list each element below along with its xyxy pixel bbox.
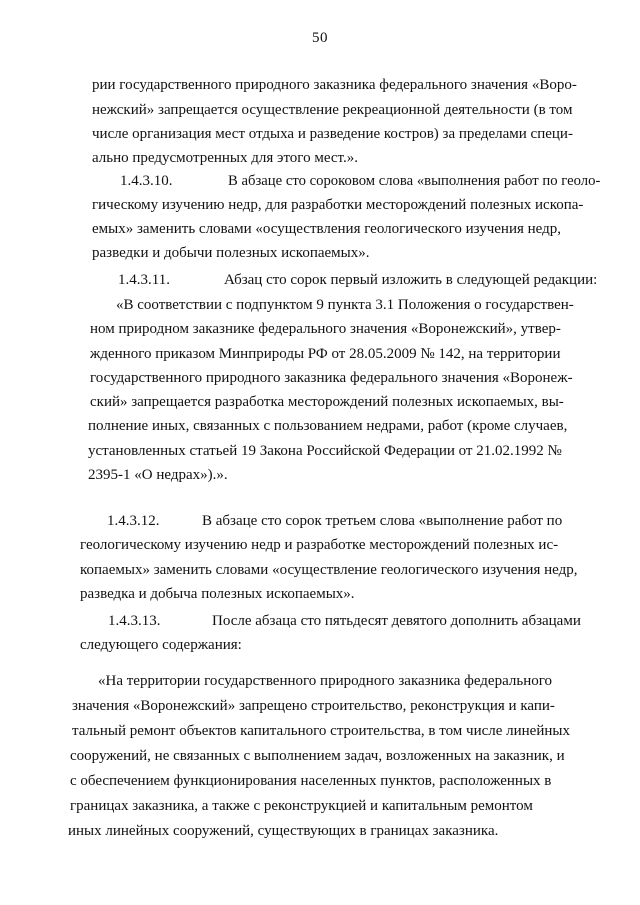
text-line: границах заказника, а также с реконструкцией и капитальным ремонтом [70, 798, 533, 814]
text-line: 2395-1 «О недрах»).». [88, 467, 228, 483]
text-line: ном природном заказнике федерального значения «Воронежский», утвер- [90, 321, 561, 337]
text-line: гическому изучению недр, для разработки месторождений полезных ископа- [92, 197, 584, 213]
text-line: сооружений, не связанных с выполнением задач, возложенных на заказник, и [70, 748, 565, 764]
text-line: геологическому изучению недр и разработке месторождений полезных ис- [80, 537, 559, 553]
clause-number: 1.4.3.11. [118, 272, 170, 288]
text-line: тальный ремонт объектов капитального строительства, в том числе линейных [72, 723, 570, 739]
text-line: числе организация мест отдыха и разведение костров) за пределами специ- [92, 126, 573, 142]
text-line: следующего содержания: [80, 637, 242, 653]
text-line: полнение иных, связанных с пользованием недрами, работ (кроме случаев, [88, 418, 568, 434]
text-line: емых» заменить словами «осуществления геологического изучения недр, [92, 221, 562, 237]
text-line: копаемых» заменить словами «осуществление геологического изучения недр, [80, 562, 578, 578]
text-line: В абзаце сто сороковом слова «выполнения работ по геоло- [228, 173, 601, 189]
clause-number: 1.4.3.13. [108, 613, 161, 629]
text-line: «В соответствии с подпунктом 9 пункта 3.1 Положения о государствен- [116, 297, 574, 313]
text-line: ский» запрещается разработка месторождений полезных ископаемых, вы- [90, 394, 564, 410]
text-line: Абзац сто сорок первый изложить в следующей редакции: [224, 272, 598, 288]
text-line: иных линейных сооружений, существующих в границах заказника. [68, 823, 499, 839]
text-line: После абзаца сто пятьдесят девятого дополнить абзацами [212, 613, 581, 629]
text-line: жденного приказом Минприроды РФ от 28.05.2009 № 142, на территории [90, 346, 561, 362]
text-line: значения «Воронежский» запрещено строительство, реконструкция и капи- [72, 698, 555, 714]
clause-number: 1.4.3.10. [120, 173, 173, 189]
clause-number: 1.4.3.12. [107, 513, 160, 529]
text-line: «На территории государственного природного заказника федерального [98, 673, 552, 689]
text-line: разведки и добычи полезных ископаемых». [92, 245, 370, 261]
text-line: нежский» запрещается осуществление рекреационной деятельности (в том [92, 102, 573, 118]
page-number: 50 [312, 30, 328, 46]
text-line: разведка и добыча полезных ископаемых». [80, 586, 355, 602]
text-line: В абзаце сто сорок третьем слова «выполнение работ по [202, 513, 563, 529]
text-line: с обеспечением функционирования населенных пунктов, расположенных в [70, 773, 552, 789]
text-line: ально предусмотренных для этого мест.». [92, 150, 358, 166]
text-line: рии государственного природного заказника федерального значения «Воро- [92, 77, 577, 93]
text-line: государственного природного заказника федерального значения «Воронеж- [90, 370, 573, 386]
text-line: установленных статьей 19 Закона Российской Федерации от 21.02.1992 № [88, 443, 562, 459]
